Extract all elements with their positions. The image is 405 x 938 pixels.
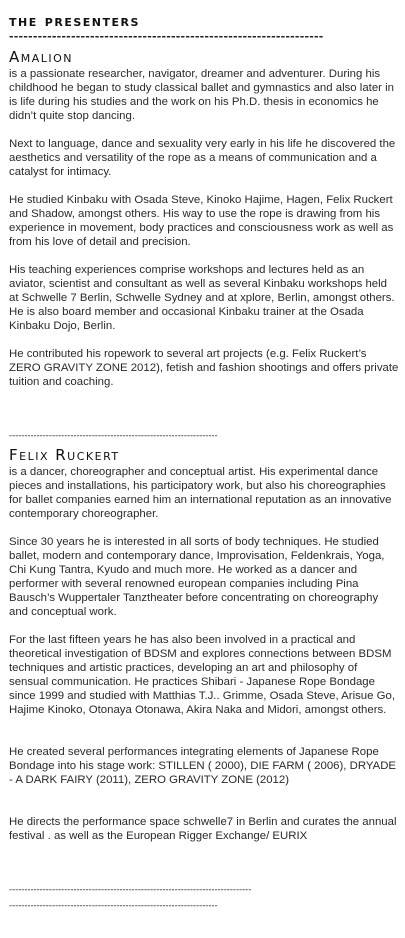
- bio-paragraph: He directs the performance space schwelle7 in Berlin and curates the annual festival . as well as the European Rigger Exchange/ EURIX: [9, 816, 397, 842]
- divider-top: ------------------------------------------------------------------: [9, 30, 324, 43]
- divider-middle: --------------------------------------------------------------------: [9, 431, 218, 441]
- presenter-name-felix-ruckert: Felix Ruckert: [9, 446, 120, 464]
- bio-paragraph: He contributed his ropework to several art projects (e.g. Felix Ruckert’s ZERO GRAVITY ZONE 2012), fetish and fashion shootings and offers private tuition and coaching.: [9, 348, 399, 388]
- divider-bottom-b: --------------------------------------------------------------------: [9, 901, 218, 911]
- bio-paragraph: Since 30 years he is interested in all sorts of body techniques. He studied ballet, modern and contemporary dance, Improvisation, Feldenkrais, Yoga, Chi Kung Tantra, Kyudo and much more. He worked as a dancer and performer with several renowned european companies including Pina Bausch’s Wuppertaler Tanztheater before concentrating on choreography and conceptual work.: [9, 536, 385, 618]
- presenter-name-amalion: Amalion: [9, 48, 74, 66]
- bio-paragraph: He studied Kinbaku with Osada Steve, Kinoko Hajime, Hagen, Felix Ruckert and Shadow, amongst others. His way to use the rope is drawing from his experience in movement, body practices and consciousness work as well as from his love of detail and precision.: [9, 194, 394, 248]
- bio-paragraph: For the last fifteen years he has also been involved in a practical and theoretical investigation of BDSM and explores connections between BDSM techniques and artistic practices, developing an art and philosophy of sensual communication. He practices Shibari - Japanese Rope Bondage since 1999 and studied with Matthias T.J.. Grimme, Osada Steve, Arisue Go, Hajime Kinoko, Otonaya Otonawa, Akira Naka and Midori, amongst others.: [9, 634, 395, 716]
- bio-paragraph: His teaching experiences comprise workshops and lectures held as an aviator, scientist and consultant as well as several Kinbaku workshops held at Schwelle 7 Berlin, Schwelle Sydney and at xplore, Berlin, amongst others. He is also board member and occasional Kinbaku trainer at the Osada Kinbaku Dojo, Berlin.: [9, 264, 395, 332]
- divider-bottom-a: -------------------------------------------------------------------------------: [9, 885, 252, 895]
- page-heading: the presenters: [9, 11, 140, 30]
- bio-paragraph: Next to language, dance and sexuality very early in his life he discovered the aesthetics and versatility of the rope as a means of communication and a catalyst for intimacy.: [9, 138, 396, 178]
- bio-paragraph: is a dancer, choreographer and conceptual artist. His experimental dance pieces and installations, his participatory work, but also his choreographies for ballet companies earned him an international reputation as an innovative contemporary choreographer.: [9, 466, 392, 520]
- bio-paragraph: is a passionate researcher, navigator, dreamer and adventurer. During his childhood he began to study classical ballet and gymnastics and also later in is life during his studies and the work on his Ph.D. thesis in economics he didn’t quite stop dancing.: [9, 68, 394, 122]
- bio-paragraph: He created several performances integrating elements of Japanese Rope Bondage into his stage work: STILLEN ( 2000), DIE FARM ( 2006), DRYADE - A DARK FAIRY (2011), ZERO GRAVITY ZONE (2012): [9, 746, 397, 786]
